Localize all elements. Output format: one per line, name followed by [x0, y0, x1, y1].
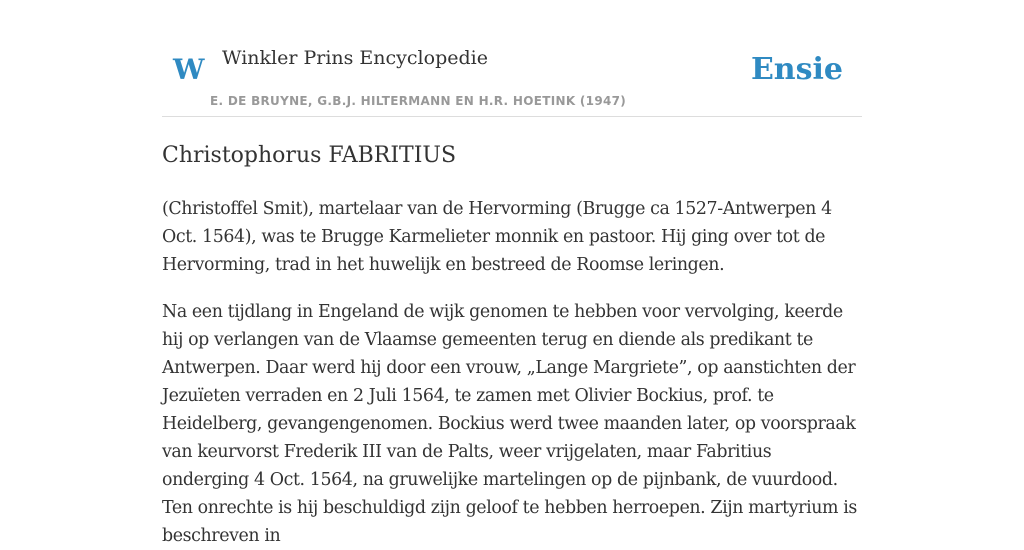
ensie-brand-link[interactable]: Ensie [750, 52, 843, 87]
article-paragraph: Na een tijdlang in Engeland de wijk genomen te hebben voor vervolging, keerde hij op verlangen van de Vlaamse gemeenten terug en diende als predikant te Antwerpen. Daar werd hij door een vrouw, „Lange Margriete”, op aanstichten der Jezuïeten verraden en 2 Juli 1564, te zamen met Olivier Bockius, prof. te Heidelberg, gevangengenomen. Bockius werd twee maanden later, op voorspraak van keurvorst Frederik III van de Palts, weer vrijgelaten, maar Fabritius onderging 4 Oct. 1564, na gruwelijke martelingen op de pijnbank, de vuurdood. Ten onrechte is hij beschuldigd zijn geloof te hebben herroepen. Zijn martyrium is beschreven in [162, 302, 857, 546]
site-title-link[interactable]: Winkler Prins Encyclopedie [222, 47, 488, 69]
winkler-prins-logo[interactable]: W [173, 53, 205, 86]
authors-line: E. DE BRUYNE, G.B.J. HILTERMANN EN H.R. HOETINK (1947) [210, 94, 627, 108]
site-header [162, 0, 862, 117]
article-title: Christophorus FABRITIUS [162, 143, 457, 168]
article-paragraph: (Christoffel Smit), martelaar van de Hervorming (Brugge ca 1527-Antwerpen 4 Oct. 1564), was te Brugge Karmelieter monnik en pastoor. Hij ging over tot de Hervorming, trad in het huwelijk en bestreed de Roomse leringen. [162, 199, 832, 275]
page [162, 0, 862, 546]
article [162, 141, 862, 550]
